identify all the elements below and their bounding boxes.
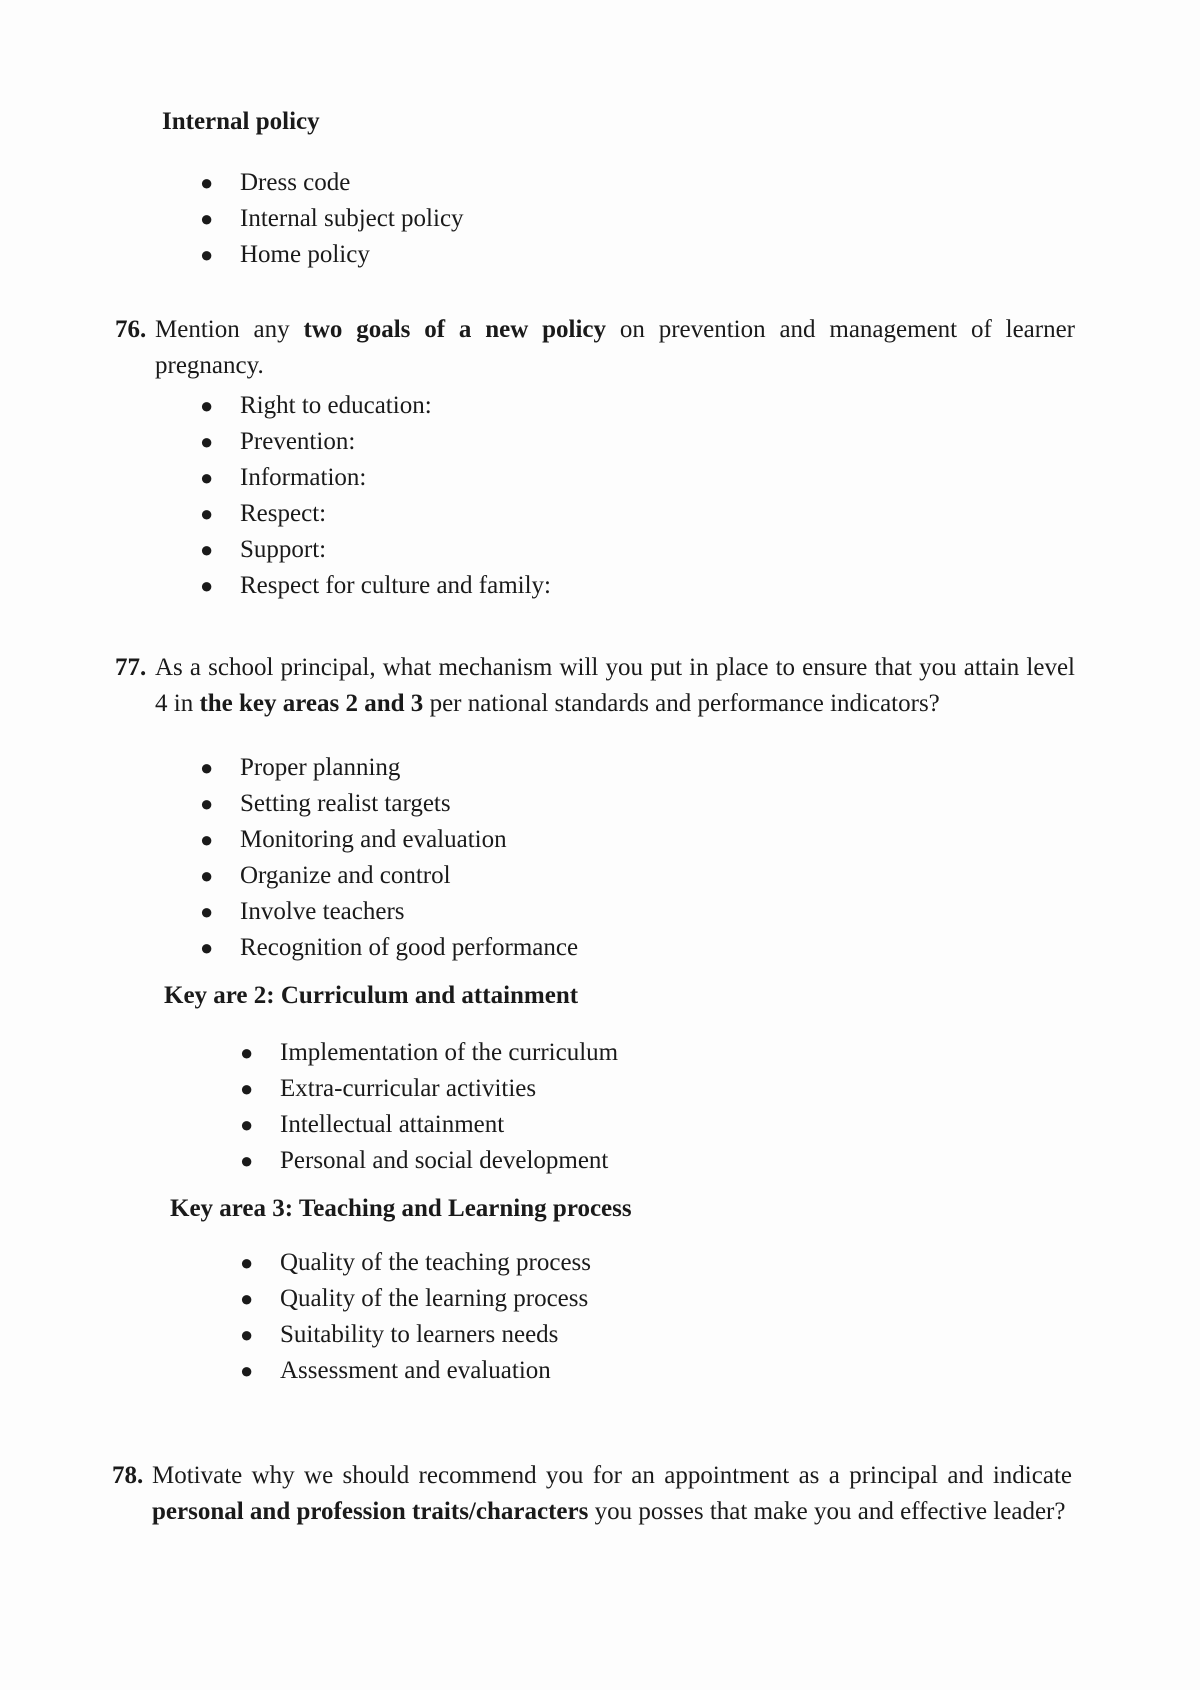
bullet-icon: ● — [240, 1322, 254, 1347]
key-area-3-heading: Key area 3: Teaching and Learning process — [170, 1195, 632, 1222]
question-text: As a school principal, what mechanism will you put in place to ensure that you attain level 4 in the key areas 2 and 3 per national standards and performance indicators? — [155, 654, 1075, 717]
list-item: ● Dress code — [200, 165, 464, 201]
bullet-icon: ● — [200, 242, 214, 267]
question-text: Motivate why we should recommend you for an appointment as a principal and indicate personal and profession traits/characters you posses that make you and effective leader? — [152, 1462, 1072, 1525]
question-text: Mention any two goals of a new policy on prevention and management of learner pregnancy. — [155, 316, 1076, 379]
list-item: ● Respect for culture and family: — [200, 568, 551, 604]
bullet-icon: ● — [200, 935, 214, 960]
bullet-icon: ● — [200, 863, 214, 888]
bullet-icon: ● — [200, 429, 214, 454]
list-item: ● Respect: — [200, 496, 551, 532]
list-item: ● Extra-curricular activities — [240, 1071, 618, 1107]
list-item: ● Proper planning — [200, 750, 578, 786]
bullet-icon: ● — [200, 573, 214, 598]
list-item: ● Monitoring and evaluation — [200, 822, 578, 858]
bullet-icon: ● — [240, 1076, 254, 1101]
bullet-icon: ● — [200, 827, 214, 852]
list-item: ● Right to education: — [200, 388, 551, 424]
bullet-icon: ● — [200, 899, 214, 924]
bullet-icon: ● — [200, 170, 214, 195]
list-item: ● Prevention: — [200, 424, 551, 460]
key-area-2-heading: Key are 2: Curriculum and attainment — [164, 982, 579, 1009]
list-item: ● Information: — [200, 460, 551, 496]
internal-policy-heading: Internal policy — [162, 108, 320, 135]
bullet-icon: ● — [200, 537, 214, 562]
q76-goals-list — [200, 388, 551, 604]
key-area-2-list — [240, 1035, 618, 1179]
list-item: ● Setting realist targets — [200, 786, 578, 822]
list-item: ● Involve teachers — [200, 894, 578, 930]
bullet-icon: ● — [200, 791, 214, 816]
list-item: ● Recognition of good performance — [200, 930, 578, 966]
key-area-3-list — [240, 1245, 591, 1389]
list-item: ● Personal and social development — [240, 1143, 618, 1179]
question-number: 78. — [112, 1462, 144, 1489]
bullet-icon: ● — [200, 755, 214, 780]
bullet-icon: ● — [240, 1358, 254, 1383]
list-item: ● Assessment and evaluation — [240, 1353, 591, 1389]
question-78 — [112, 1458, 1072, 1566]
list-item: ● Suitability to learners needs — [240, 1317, 591, 1353]
q77-mechanisms-list — [200, 750, 578, 966]
bullet-icon: ● — [200, 501, 214, 526]
list-item: ● Internal subject policy — [200, 201, 464, 237]
question-number: 77. — [115, 654, 147, 681]
bullet-icon: ● — [240, 1250, 254, 1275]
bullet-icon: ● — [200, 465, 214, 490]
list-item: ● Implementation of the curriculum — [240, 1035, 618, 1071]
list-item: ● Organize and control — [200, 858, 578, 894]
list-item: ● Quality of the learning process — [240, 1281, 591, 1317]
bullet-icon: ● — [200, 393, 214, 418]
list-item: ● Quality of the teaching process — [240, 1245, 591, 1281]
question-77 — [115, 650, 1075, 722]
internal-policy-list — [200, 165, 464, 273]
bullet-icon: ● — [240, 1148, 254, 1173]
bullet-icon: ● — [200, 206, 214, 231]
list-item: ● Home policy — [200, 237, 464, 273]
bullet-icon: ● — [240, 1040, 254, 1065]
bullet-icon: ● — [240, 1112, 254, 1137]
list-item: ● Support: — [200, 532, 551, 568]
list-item: ● Intellectual attainment — [240, 1107, 618, 1143]
bullet-icon: ● — [240, 1286, 254, 1311]
question-76 — [115, 312, 1075, 384]
question-number: 76. — [115, 316, 147, 343]
